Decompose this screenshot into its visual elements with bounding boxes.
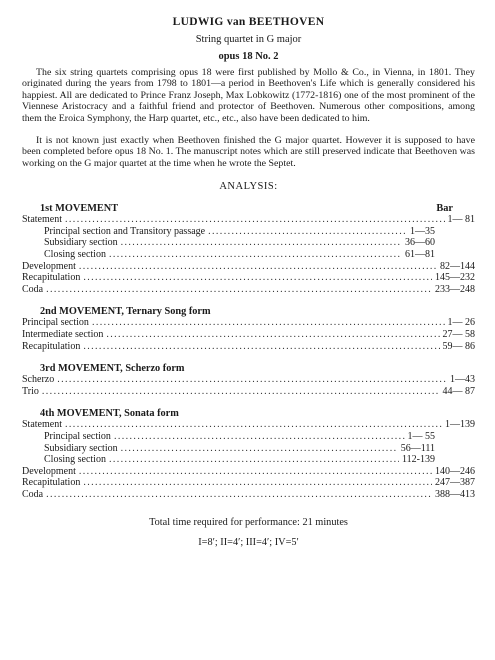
section-label: Principal section <box>22 317 89 329</box>
movement-title: 1st MOVEMENT <box>40 203 119 215</box>
analysis-row <box>22 284 475 296</box>
bar-range: 1—43 <box>450 374 475 386</box>
movements-list <box>22 203 475 500</box>
section-label: Closing section <box>44 454 106 466</box>
dot-leader <box>109 249 402 261</box>
movement-heading <box>22 408 475 419</box>
section-label: Subsidiary section <box>44 442 118 454</box>
movement-title: 4th MOVEMENT, Sonata form <box>40 408 179 420</box>
analysis-row <box>22 272 475 284</box>
analysis-row <box>22 431 475 443</box>
bar-range: 56—111 <box>400 442 435 454</box>
section-label: Recapitulation <box>22 340 81 352</box>
analysis-row <box>22 237 475 249</box>
bar-range: 112-139 <box>402 454 435 466</box>
bar-range: 140—246 <box>435 465 475 477</box>
bar-range: 247—387 <box>435 477 475 489</box>
analysis-row <box>22 374 475 386</box>
analysis-row <box>22 341 475 353</box>
bar-range: 36—60 <box>405 237 435 249</box>
analysis-row <box>22 419 475 431</box>
movement-heading <box>22 363 475 374</box>
dot-leader <box>79 261 437 273</box>
analysis-heading: ANALYSIS: <box>219 181 278 193</box>
dot-leader <box>83 477 432 489</box>
bar-range: 1— 81 <box>447 214 475 226</box>
dot-leader <box>109 454 399 466</box>
analysis-row <box>22 466 475 478</box>
movement-title: 2nd MOVEMENT, Ternary Song form <box>40 306 211 318</box>
bar-range: 1— 26 <box>447 317 475 329</box>
total-time: Total time required for performance: 21 minutes <box>149 516 348 528</box>
analysis-row <box>22 477 475 489</box>
bar-range: 1—35 <box>410 225 435 237</box>
section-label: Scherzo <box>22 374 55 386</box>
section-label: Coda <box>22 283 44 295</box>
analysis-row <box>22 489 475 501</box>
opus-number: opus 18 No. 2 <box>218 51 279 62</box>
bar-range: 145—232 <box>435 272 475 284</box>
bar-range: 1— 55 <box>407 430 435 442</box>
dot-leader <box>83 341 439 353</box>
section-label: Principal section <box>44 430 111 442</box>
analysis-row <box>22 214 475 226</box>
analysis-row <box>22 454 475 466</box>
composer-heading: LUDWIG van BEETHOVEN <box>172 16 325 28</box>
bar-range: 59— 86 <box>442 340 475 352</box>
analysis-row <box>22 386 475 398</box>
bar-column-header: Bar <box>436 203 453 215</box>
bar-range: 1—139 <box>445 419 475 431</box>
bar-range: 388—413 <box>435 488 475 500</box>
analysis-row <box>22 261 475 273</box>
movement-heading <box>22 203 475 214</box>
dot-leader <box>121 443 398 455</box>
analysis-row <box>22 317 475 329</box>
bar-range: 233—248 <box>435 283 475 295</box>
bar-range: 61—81 <box>405 249 435 261</box>
dot-leader <box>83 272 432 284</box>
dot-leader <box>79 466 432 478</box>
dot-leader <box>46 284 432 296</box>
bar-range: 82—144 <box>440 260 475 272</box>
section-label: Statement <box>22 214 62 226</box>
dot-leader <box>65 214 445 226</box>
bar-range: 27— 58 <box>442 329 475 340</box>
bar-range: 44— 87 <box>442 385 475 397</box>
intro-paragraph-1: The six string quartets comprising opus 18 were first published by Mollo & Co., in Vienna, in 1801. They originated during the years from 1798 to 1801—a period in Beethoven's Life which is generally considered his happiest. All are dedicated to Prince Franz Joseph, Max Lobkowitz (1772-1816) one of the most prominent of the Viennese Aristocracy and a faithful friend and protector of Beethoven. Numerous other compositions, among them the Eroica Symphony, the Harp quartet, etc., etc., also have been dedicated to him. <box>22 67 475 124</box>
section-label: Development <box>22 260 76 272</box>
dot-leader <box>208 226 407 238</box>
movement-heading <box>22 306 475 317</box>
section-label: Recapitulation <box>22 272 81 284</box>
work-title: String quartet in G major <box>195 34 302 45</box>
analysis-row <box>22 329 475 341</box>
section-label: Intermediate section <box>22 329 104 340</box>
dot-leader <box>46 489 432 501</box>
section-label: Trio <box>22 385 39 397</box>
section-label: Principal section and Transitory passage <box>44 225 206 237</box>
dot-leader <box>114 431 405 443</box>
analysis-row <box>22 249 475 261</box>
section-label: Recapitulation <box>22 477 81 489</box>
dot-leader <box>42 386 440 398</box>
section-label: Statement <box>22 419 62 431</box>
dot-leader <box>106 329 439 341</box>
dot-leader <box>57 374 447 386</box>
section-label: Development <box>22 465 76 477</box>
analysis-row <box>22 443 475 455</box>
intro-paragraph-2: It is not known just exactly when Beethoven finished the G major quartet. However it is supposed to have been completed before opus 18 No. 1. The manuscript notes which are still preserved indicate that Beethoven was working on the G major quartet at the time when he wrote the Septet. <box>22 135 475 169</box>
analysis-row <box>22 226 475 238</box>
dot-leader <box>92 317 445 329</box>
section-label: Subsidiary section <box>44 237 118 249</box>
dot-leader <box>121 237 402 249</box>
movement-title: 3rd MOVEMENT, Scherzo form <box>40 363 185 375</box>
section-label: Closing section <box>44 249 106 261</box>
section-label: Coda <box>22 488 44 500</box>
dot-leader <box>65 419 442 431</box>
movement-times: I=8′; II=4′; III=4′; IV=5′ <box>198 536 299 548</box>
